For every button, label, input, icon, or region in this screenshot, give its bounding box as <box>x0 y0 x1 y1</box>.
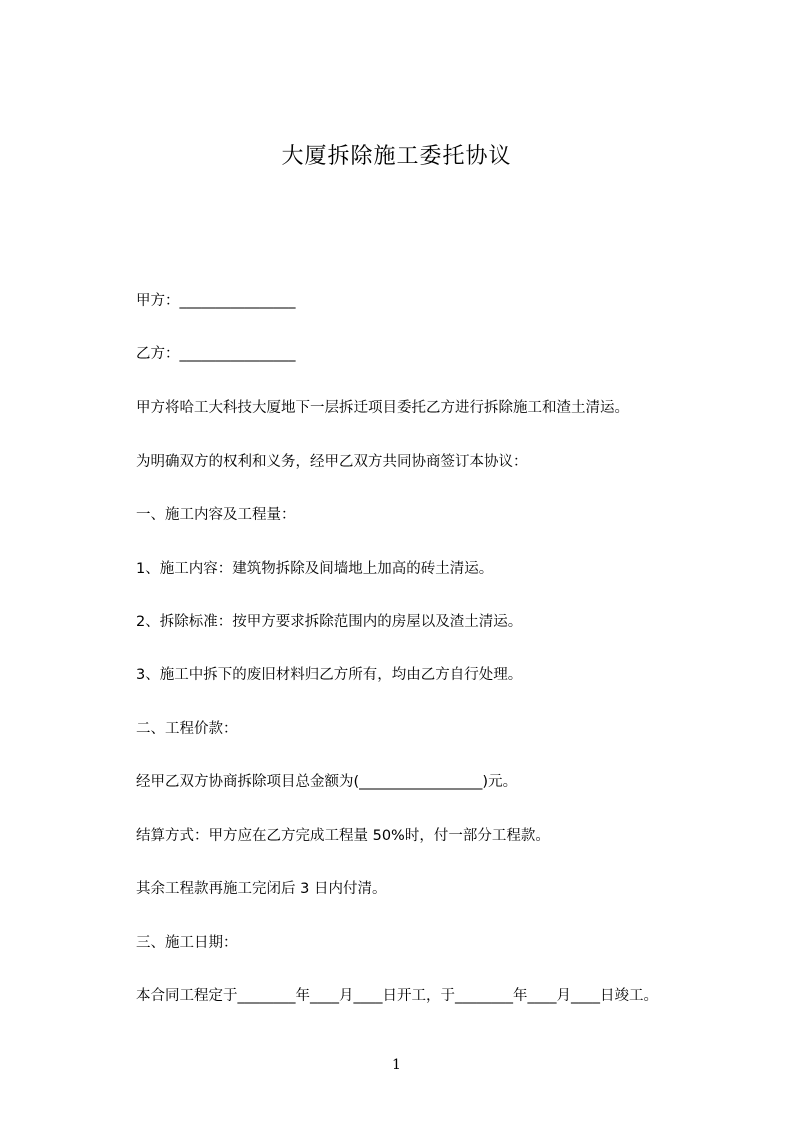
party-a-line: 甲方：________________ <box>136 293 296 309</box>
purpose-paragraph: 为明确双方的权利和义务，经甲乙双方共同协商签订本协议： <box>136 454 528 470</box>
section-heading-scope: 一、施工内容及工程量： <box>136 507 296 523</box>
intro-paragraph: 甲方将哈工大科技大厦地下一层拆迁项目委托乙方进行拆除施工和渣土清运。 <box>136 400 629 416</box>
party-b-line: 乙方：________________ <box>136 346 296 362</box>
clause-1-1: 1、施工内容：建筑物拆除及间墙地上加高的砖土清运。 <box>136 561 494 577</box>
clause-3-1: 本合同工程定于________年____月____日开工，于________年____月____日竣工。 <box>136 988 658 1004</box>
clause-2-2: 结算方式：甲方应在乙方完成工程量 50%时，付一部分工程款。 <box>136 828 550 844</box>
section-heading-dates: 三、施工日期： <box>136 935 238 951</box>
clause-1-3: 3、施工中拆下的废旧材料归乙方所有，均由乙方自行处理。 <box>136 667 523 683</box>
clause-1-2: 2、拆除标准：按甲方要求拆除范围内的房屋以及渣土清运。 <box>136 614 523 630</box>
section-heading-price: 二、工程价款： <box>136 721 238 737</box>
clause-2-3: 其余工程款再施工完闭后 3 日内付清。 <box>136 881 387 897</box>
clause-2-1: 经甲乙双方协商拆除项目总金额为(_________________)元。 <box>136 774 518 790</box>
document-title: 大厦拆除施工委托协议 <box>281 144 512 169</box>
page-number: 1 <box>392 1057 401 1073</box>
